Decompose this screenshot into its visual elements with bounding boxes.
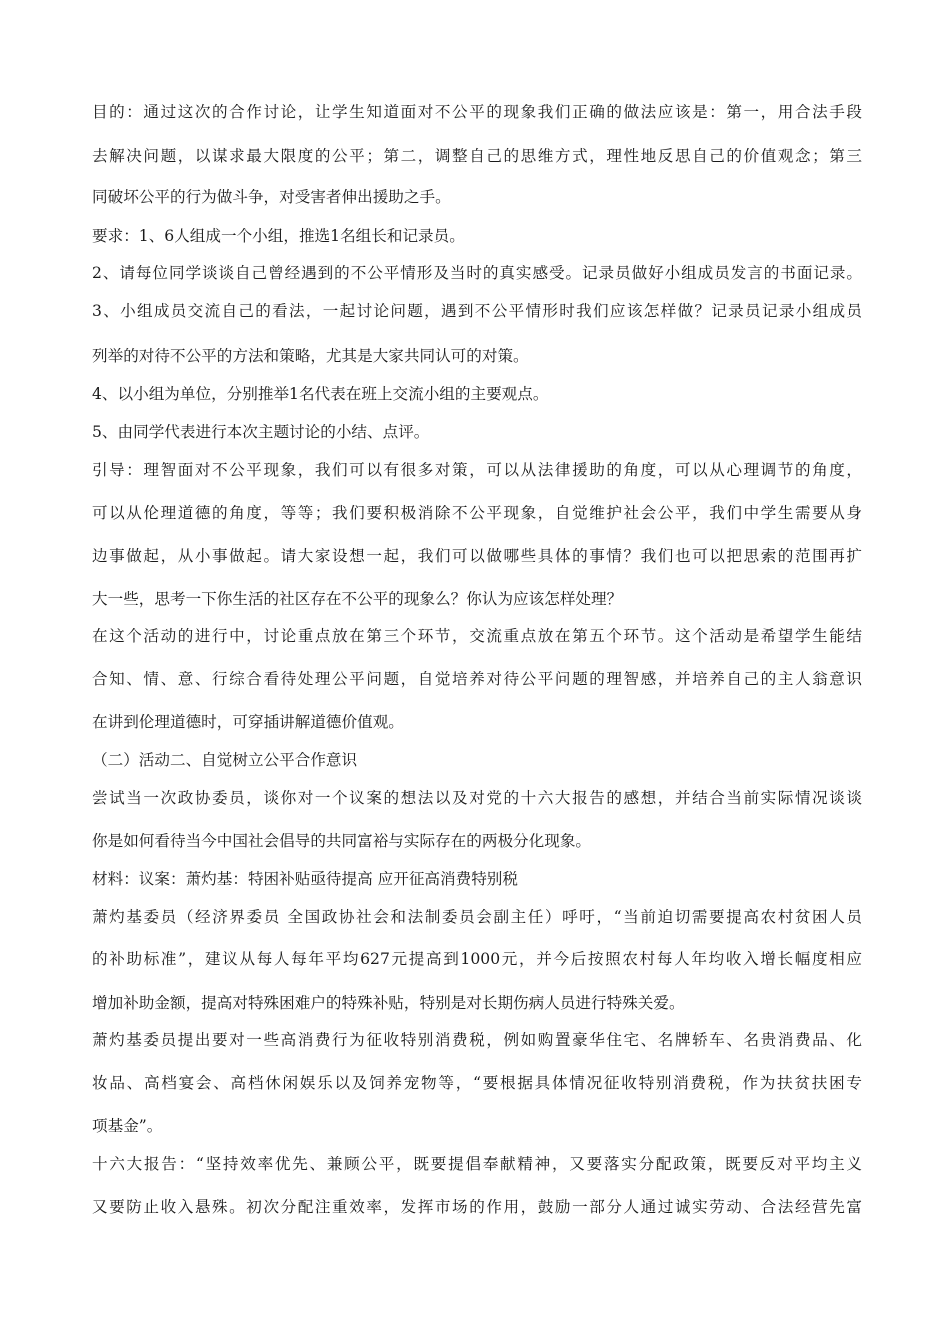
text-line: 5、由同学代表进行本次主题讨论的小结、点评。 — [92, 423, 430, 441]
text-line: 又要防止收入悬殊。初次分配注重效率，发挥市场的作用，鼓励一部分人通过诚实劳动、合法经营先富 — [92, 1198, 862, 1216]
text-line: 2、请每位同学谈谈自己曾经遇到的不公平情形及当时的真实感受。记录员做好小组成员发言的书面记录。 — [92, 264, 862, 282]
text-line: 在这个活动的进行中，讨论重点放在第三个环节，交流重点放在第五个环节。这个活动是希望学生能结 — [92, 627, 862, 645]
text-line: 的补助标准”，建议从每人每年平均627元提高到1000元，并今后按照农村每人年均收入增长幅度相应 — [92, 950, 862, 968]
text-line: 去解决问题，以谋求最大限度的公平；第二，调整自己的思维方式，理性地反思自己的价值观念；第三 — [92, 147, 862, 165]
text-line: 妆品、高档宴会、高档休闲娱乐以及饲养宠物等，“要根据具体情况征收特别消费税，作为扶贫扶困专 — [92, 1074, 862, 1092]
text-line: 萧灼基委员（经济界委员 全国政协社会和法制委员会副主任）呼吁，“当前迫切需要提高农村贫困人员 — [92, 908, 862, 926]
text-line: 尝试当一次政协委员，谈你对一个议案的想法以及对党的十六大报告的感想，并结合当前实际情况谈谈 — [92, 789, 862, 807]
text-line: 可以从伦理道德的角度，等等；我们要积极消除不公平现象，自觉维护社会公平，我们中学生需要从身 — [92, 504, 862, 522]
text-line: 同破坏公平的行为做斗争，对受害者伸出援助之手。 — [92, 188, 451, 206]
text-line: 合知、情、意、行综合看待处理公平问题，自觉培养对待公平问题的理智感，并培养自己的主人翁意识 — [92, 670, 862, 688]
text-line: 引导：理智面对不公平现象，我们可以有很多对策，可以从法律援助的角度，可以从心理调节的角度， — [92, 461, 862, 479]
text-line: 4、以小组为单位，分别推举1名代表在班上交流小组的主要观点。 — [92, 385, 549, 403]
text-line: 3、小组成员交流自己的看法，一起讨论问题，遇到不公平情形时我们应该怎样做？记录员记录小组成员 — [92, 302, 862, 320]
text-line: 材料：议案：萧灼基：特困补贴亟待提高 应开征高消费特别税 — [92, 870, 518, 888]
text-line: 列举的对待不公平的方法和策略，尤其是大家共同认可的对策。 — [92, 347, 529, 365]
text-line: 增加补助金额，提高对特殊困难户的特殊补贴，特别是对长期伤病人员进行特殊关爱。 — [92, 994, 685, 1012]
section-heading: （二）活动二、自觉树立公平合作意识 — [92, 751, 358, 769]
text-line: 你是如何看待当今中国社会倡导的共同富裕与实际存在的两极分化现象。 — [92, 832, 592, 850]
text-line: 萧灼基委员提出要对一些高消费行为征收特别消费税，例如购置豪华住宅、名牌轿车、名贵消费品、化 — [92, 1031, 862, 1049]
text-line: 项基金”。 — [92, 1117, 163, 1135]
text-line: 大一些，思考一下你生活的社区存在不公平的现象么？你认为应该怎样处理？ — [92, 590, 623, 608]
text-line: 在讲到伦理道德时，可穿插讲解道德价值观。 — [92, 713, 404, 731]
text-line: 边事做起，从小事做起。请大家设想一起，我们可以做哪些具体的事情？我们也可以把思索的范围再扩 — [92, 547, 862, 565]
text-line: 十六大报告：“坚持效率优先、兼顾公平，既要提倡奉献精神，又要落实分配政策，既要反对平均主义 — [92, 1155, 862, 1173]
text-line: 目的：通过这次的合作讨论，让学生知道面对不公平的现象我们正确的做法应该是：第一，用合法手段 — [92, 103, 862, 121]
text-line: 要求：1、6人组成一个小组，推选1名组长和记录员。 — [92, 227, 465, 245]
